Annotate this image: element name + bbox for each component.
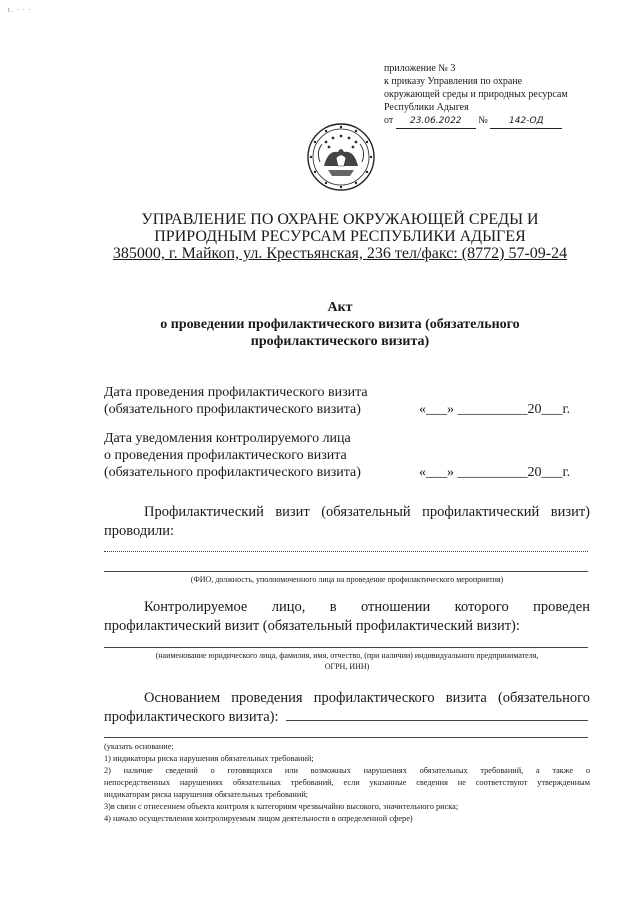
basis-notes	[104, 741, 590, 825]
act-title-line-2: о проведении профилактического визита (обязательного	[160, 317, 520, 332]
basis-fill-line-2	[104, 737, 588, 738]
act-title	[100, 299, 580, 350]
note-2b: непосредственных нарушениях обязательных требований, если указанные сведения не соответствуют утвержденным	[104, 778, 590, 787]
controlled-fill-line	[104, 647, 588, 648]
act-title-line-1: Акт	[327, 300, 353, 315]
appendix-date-prefix: от	[384, 115, 394, 126]
basis-line-1: Основанием проведения профилактического визита (обязательного	[144, 690, 590, 706]
act-title-line-3: профилактического визита)	[250, 334, 430, 349]
appendix-number-value: 142-ОД	[490, 115, 562, 129]
conducted-line-1: Профилактический визит (обязательный профилактический визит)	[144, 504, 590, 520]
coat-of-arms-emblem	[306, 122, 376, 192]
note-1: 1) индикаторы риска нарушения обязательных требований;	[104, 754, 314, 763]
note-0: (указать основание:	[104, 742, 174, 751]
controlled-caption-line-2: ОГРН, ИНН)	[324, 662, 370, 671]
note-2a: 2) наличие сведений о готовящихся или возможных нарушениях обязательных требований, а также о	[104, 766, 590, 775]
appendix-line-4: Республики Адыгея	[384, 102, 469, 113]
notice-date-label-1: Дата уведомления контролируемого лица	[104, 431, 351, 446]
visit-date-value: «___» __________20___г.	[419, 402, 571, 417]
visit-date-section	[104, 384, 590, 424]
controlled-caption	[104, 650, 590, 672]
controlled-line-1: Контролируемое лицо, в отношении которого проведен	[144, 599, 590, 615]
notice-date-value: «___» __________20___г.	[419, 465, 571, 480]
visit-date-label-1: Дата проведения профилактического визита	[104, 385, 368, 400]
appendix-line-2: к приказу Управления по охране	[384, 76, 523, 87]
conducted-caption: (ФИО, должность, уполномоченного лица на проведение профилактического мероприятия)	[190, 575, 504, 584]
org-name-line-1: УПРАВЛЕНИЕ ПО ОХРАНЕ ОКРУЖАЮЩЕЙ СРЕДЫ И	[141, 211, 539, 228]
conducted-section	[104, 503, 590, 541]
scan-corner-mark: t. · · ·	[8, 6, 32, 14]
notice-date-label-3: (обязательного профилактического визита)	[104, 465, 361, 480]
basis-section	[104, 689, 590, 727]
notice-date-section	[104, 430, 590, 484]
note-2c: индикаторам риска нарушения обязательных требований;	[104, 790, 309, 799]
appendix-date-value: 23.06.2022	[396, 115, 476, 129]
note-3: 3)в связи с отнесением объекта контроля к категориям чрезвычайно высокого, значительного риска;	[104, 802, 459, 811]
basis-fill-line-1	[286, 720, 588, 721]
appendix-line-1: приложение № 3	[384, 63, 456, 74]
controlled-caption-line-1: (наименование юридического лица, фамилия, имя, отчество, (при наличии) индивидуального предпринимателя,	[155, 651, 539, 660]
org-name-line-2: ПРИРОДНЫМ РЕСУРСАМ РЕСПУБЛИКИ АДЫГЕЯ	[154, 228, 526, 245]
basis-line-2: профилактического визита):	[104, 709, 279, 725]
visit-date-label-2: (обязательного профилактического визита)	[104, 402, 361, 417]
controlled-person-section	[104, 598, 590, 636]
appendix-date-line	[384, 114, 614, 129]
notice-date-label-2: о проведения профилактического визита	[104, 448, 347, 463]
appendix-header	[384, 62, 614, 129]
organization-header	[110, 211, 570, 262]
appendix-number-sign: №	[478, 115, 488, 126]
conducted-fill-line-2	[104, 571, 588, 572]
conducted-fill-line-1	[104, 551, 588, 552]
controlled-line-2: профилактический визит (обязательный профилактический визит):	[104, 618, 520, 634]
org-address: 385000, г. Майкоп, ул. Крестьянская, 236 тел/факс: (8772) 57-09-24	[112, 245, 568, 262]
conducted-line-2: проводили:	[104, 523, 175, 539]
note-4: 4) начало осуществления контролируемым лицом деятельности в определенной сфере)	[104, 814, 413, 823]
appendix-line-3: окружающей среды и природных ресурсам	[384, 89, 568, 100]
